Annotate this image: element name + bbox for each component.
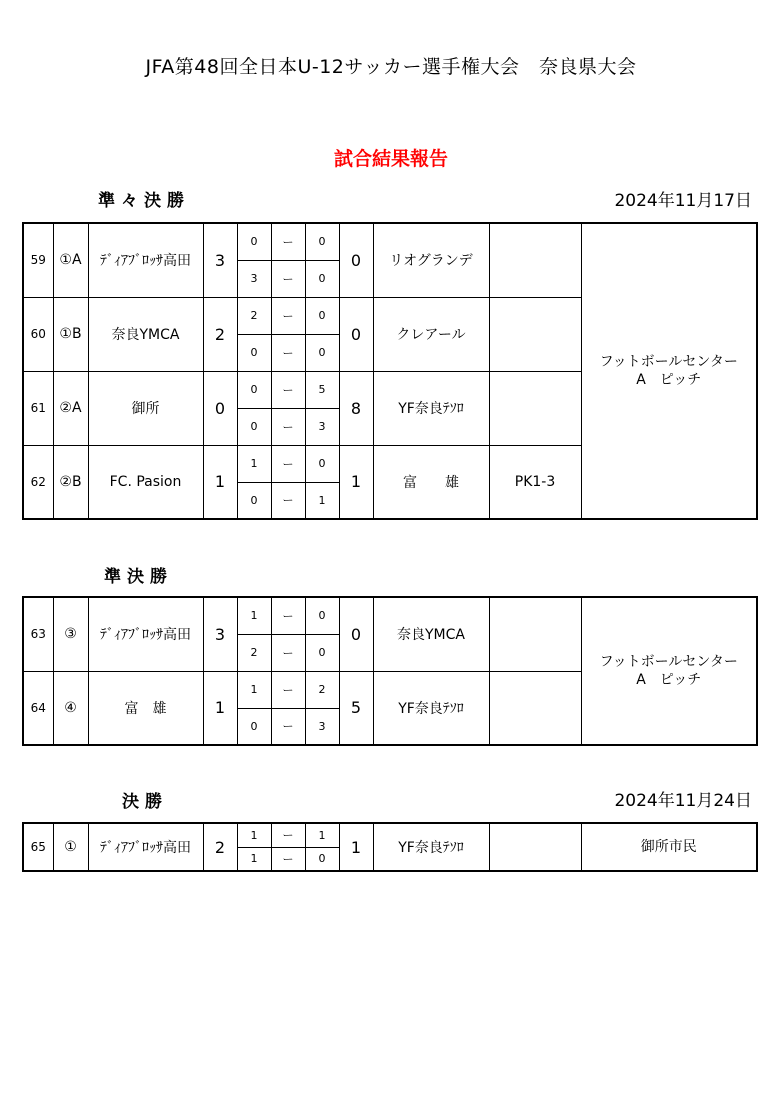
first-half-home-score: 0 bbox=[237, 223, 271, 260]
home-total-score: 1 bbox=[203, 671, 237, 745]
first-half-away-score: 0 bbox=[305, 297, 339, 334]
venue-name: フットボールセンター bbox=[599, 354, 738, 370]
venue-pitch: A ピッチ bbox=[636, 372, 702, 388]
first-half-home-score: 1 bbox=[237, 671, 271, 708]
away-team-name: リオグランデ bbox=[373, 223, 489, 297]
second-half-home-score: 2 bbox=[237, 634, 271, 671]
venue-cell bbox=[581, 597, 757, 745]
second-half-away-score: 0 bbox=[305, 847, 339, 871]
match-number: 64 bbox=[23, 671, 53, 745]
document-title: JFA第48回全日本U-12サッカー選手権大会 奈良県大会 bbox=[145, 56, 637, 78]
first-half-home-score: 0 bbox=[237, 371, 271, 408]
report-heading: 試合結果報告 bbox=[333, 148, 448, 170]
table-row bbox=[23, 823, 757, 847]
match-seed: ④ bbox=[53, 671, 88, 745]
second-half-away-score: 0 bbox=[305, 260, 339, 297]
first-half-away-score: 5 bbox=[305, 371, 339, 408]
second-half-away-score: 3 bbox=[305, 708, 339, 745]
second-half-away-score: 1 bbox=[305, 482, 339, 519]
match-number: 63 bbox=[23, 597, 53, 671]
second-half-home-score: 0 bbox=[237, 708, 271, 745]
score-separator: ー bbox=[271, 371, 305, 408]
home-total-score: 0 bbox=[203, 371, 237, 445]
score-separator: ー bbox=[271, 260, 305, 297]
home-total-score: 2 bbox=[203, 823, 237, 871]
home-team-name: 御所 bbox=[88, 371, 203, 445]
score-separator: ー bbox=[271, 408, 305, 445]
home-team-name: 富 雄 bbox=[88, 671, 203, 745]
score-separator: ー bbox=[271, 223, 305, 260]
second-half-away-score: 0 bbox=[305, 334, 339, 371]
away-team-name: クレアール bbox=[373, 297, 489, 371]
match-number: 61 bbox=[23, 371, 53, 445]
first-half-home-score: 1 bbox=[237, 597, 271, 634]
penalty-result bbox=[489, 223, 581, 297]
second-half-home-score: 0 bbox=[237, 482, 271, 519]
second-half-home-score: 0 bbox=[237, 334, 271, 371]
first-half-away-score: 0 bbox=[305, 445, 339, 482]
away-team-name: 奈良YMCA bbox=[373, 597, 489, 671]
venue-name: 御所市民 bbox=[640, 839, 697, 855]
score-separator: ー bbox=[271, 708, 305, 745]
first-half-away-score: 0 bbox=[305, 597, 339, 634]
venue-name: フットボールセンター bbox=[599, 654, 738, 670]
first-half-home-score: 1 bbox=[237, 445, 271, 482]
match-number: 59 bbox=[23, 223, 53, 297]
match-number: 62 bbox=[23, 445, 53, 519]
venue-cell bbox=[581, 223, 757, 519]
venue-cell bbox=[581, 823, 757, 871]
score-separator: ー bbox=[271, 597, 305, 634]
away-team-name: YF奈良ﾃｿﾛ bbox=[373, 371, 489, 445]
score-separator: ー bbox=[271, 297, 305, 334]
penalty-result bbox=[489, 671, 581, 745]
penalty-result bbox=[489, 823, 581, 871]
match-number: 65 bbox=[23, 823, 53, 871]
score-separator: ー bbox=[271, 334, 305, 371]
score-separator: ー bbox=[271, 634, 305, 671]
match-seed: ①A bbox=[53, 223, 88, 297]
match-seed: ①B bbox=[53, 297, 88, 371]
second-half-home-score: 0 bbox=[237, 408, 271, 445]
first-half-home-score: 1 bbox=[237, 823, 271, 847]
venue-pitch: A ピッチ bbox=[636, 672, 702, 688]
away-total-score: 1 bbox=[339, 823, 373, 871]
table-row bbox=[23, 223, 757, 260]
score-separator: ー bbox=[271, 823, 305, 847]
penalty-result bbox=[489, 371, 581, 445]
away-total-score: 5 bbox=[339, 671, 373, 745]
match-number: 60 bbox=[23, 297, 53, 371]
score-separator: ー bbox=[271, 847, 305, 871]
home-total-score: 3 bbox=[203, 597, 237, 671]
first-half-away-score: 0 bbox=[305, 223, 339, 260]
section-label-final: 決勝 bbox=[122, 792, 168, 812]
home-team-name: ﾃﾞｨｱﾌﾞﾛｯｻ高田 bbox=[88, 223, 203, 297]
away-total-score: 0 bbox=[339, 297, 373, 371]
away-team-name: YF奈良ﾃｿﾛ bbox=[373, 823, 489, 871]
penalty-result: PK1-3 bbox=[489, 445, 581, 519]
second-half-away-score: 3 bbox=[305, 408, 339, 445]
score-separator: ー bbox=[271, 445, 305, 482]
table-row bbox=[23, 597, 757, 634]
home-total-score: 2 bbox=[203, 297, 237, 371]
match-seed: ① bbox=[53, 823, 88, 871]
away-total-score: 8 bbox=[339, 371, 373, 445]
penalty-result bbox=[489, 597, 581, 671]
home-team-name: 奈良YMCA bbox=[88, 297, 203, 371]
home-team-name: ﾃﾞｨｱﾌﾞﾛｯｻ高田 bbox=[88, 823, 203, 871]
away-total-score: 1 bbox=[339, 445, 373, 519]
match-seed: ②A bbox=[53, 371, 88, 445]
home-total-score: 3 bbox=[203, 223, 237, 297]
date-final: 2024年11月24日 bbox=[614, 791, 752, 811]
date-quarterfinal: 2024年11月17日 bbox=[614, 191, 752, 211]
section-label-semifinal: 準決勝 bbox=[104, 567, 173, 587]
home-team-name: ﾃﾞｨｱﾌﾞﾛｯｻ高田 bbox=[88, 597, 203, 671]
second-half-home-score: 3 bbox=[237, 260, 271, 297]
home-team-name: FC. Pasion bbox=[88, 445, 203, 519]
home-total-score: 1 bbox=[203, 445, 237, 519]
match-seed: ③ bbox=[53, 597, 88, 671]
first-half-away-score: 2 bbox=[305, 671, 339, 708]
second-half-away-score: 0 bbox=[305, 634, 339, 671]
away-total-score: 0 bbox=[339, 223, 373, 297]
score-separator: ー bbox=[271, 671, 305, 708]
first-half-away-score: 1 bbox=[305, 823, 339, 847]
match-seed: ②B bbox=[53, 445, 88, 519]
away-team-name: 富 雄 bbox=[373, 445, 489, 519]
score-separator: ー bbox=[271, 482, 305, 519]
second-half-home-score: 1 bbox=[237, 847, 271, 871]
section-label-quarterfinal: 準々決勝 bbox=[98, 191, 190, 211]
penalty-result bbox=[489, 297, 581, 371]
first-half-home-score: 2 bbox=[237, 297, 271, 334]
away-team-name: YF奈良ﾃｿﾛ bbox=[373, 671, 489, 745]
away-total-score: 0 bbox=[339, 597, 373, 671]
